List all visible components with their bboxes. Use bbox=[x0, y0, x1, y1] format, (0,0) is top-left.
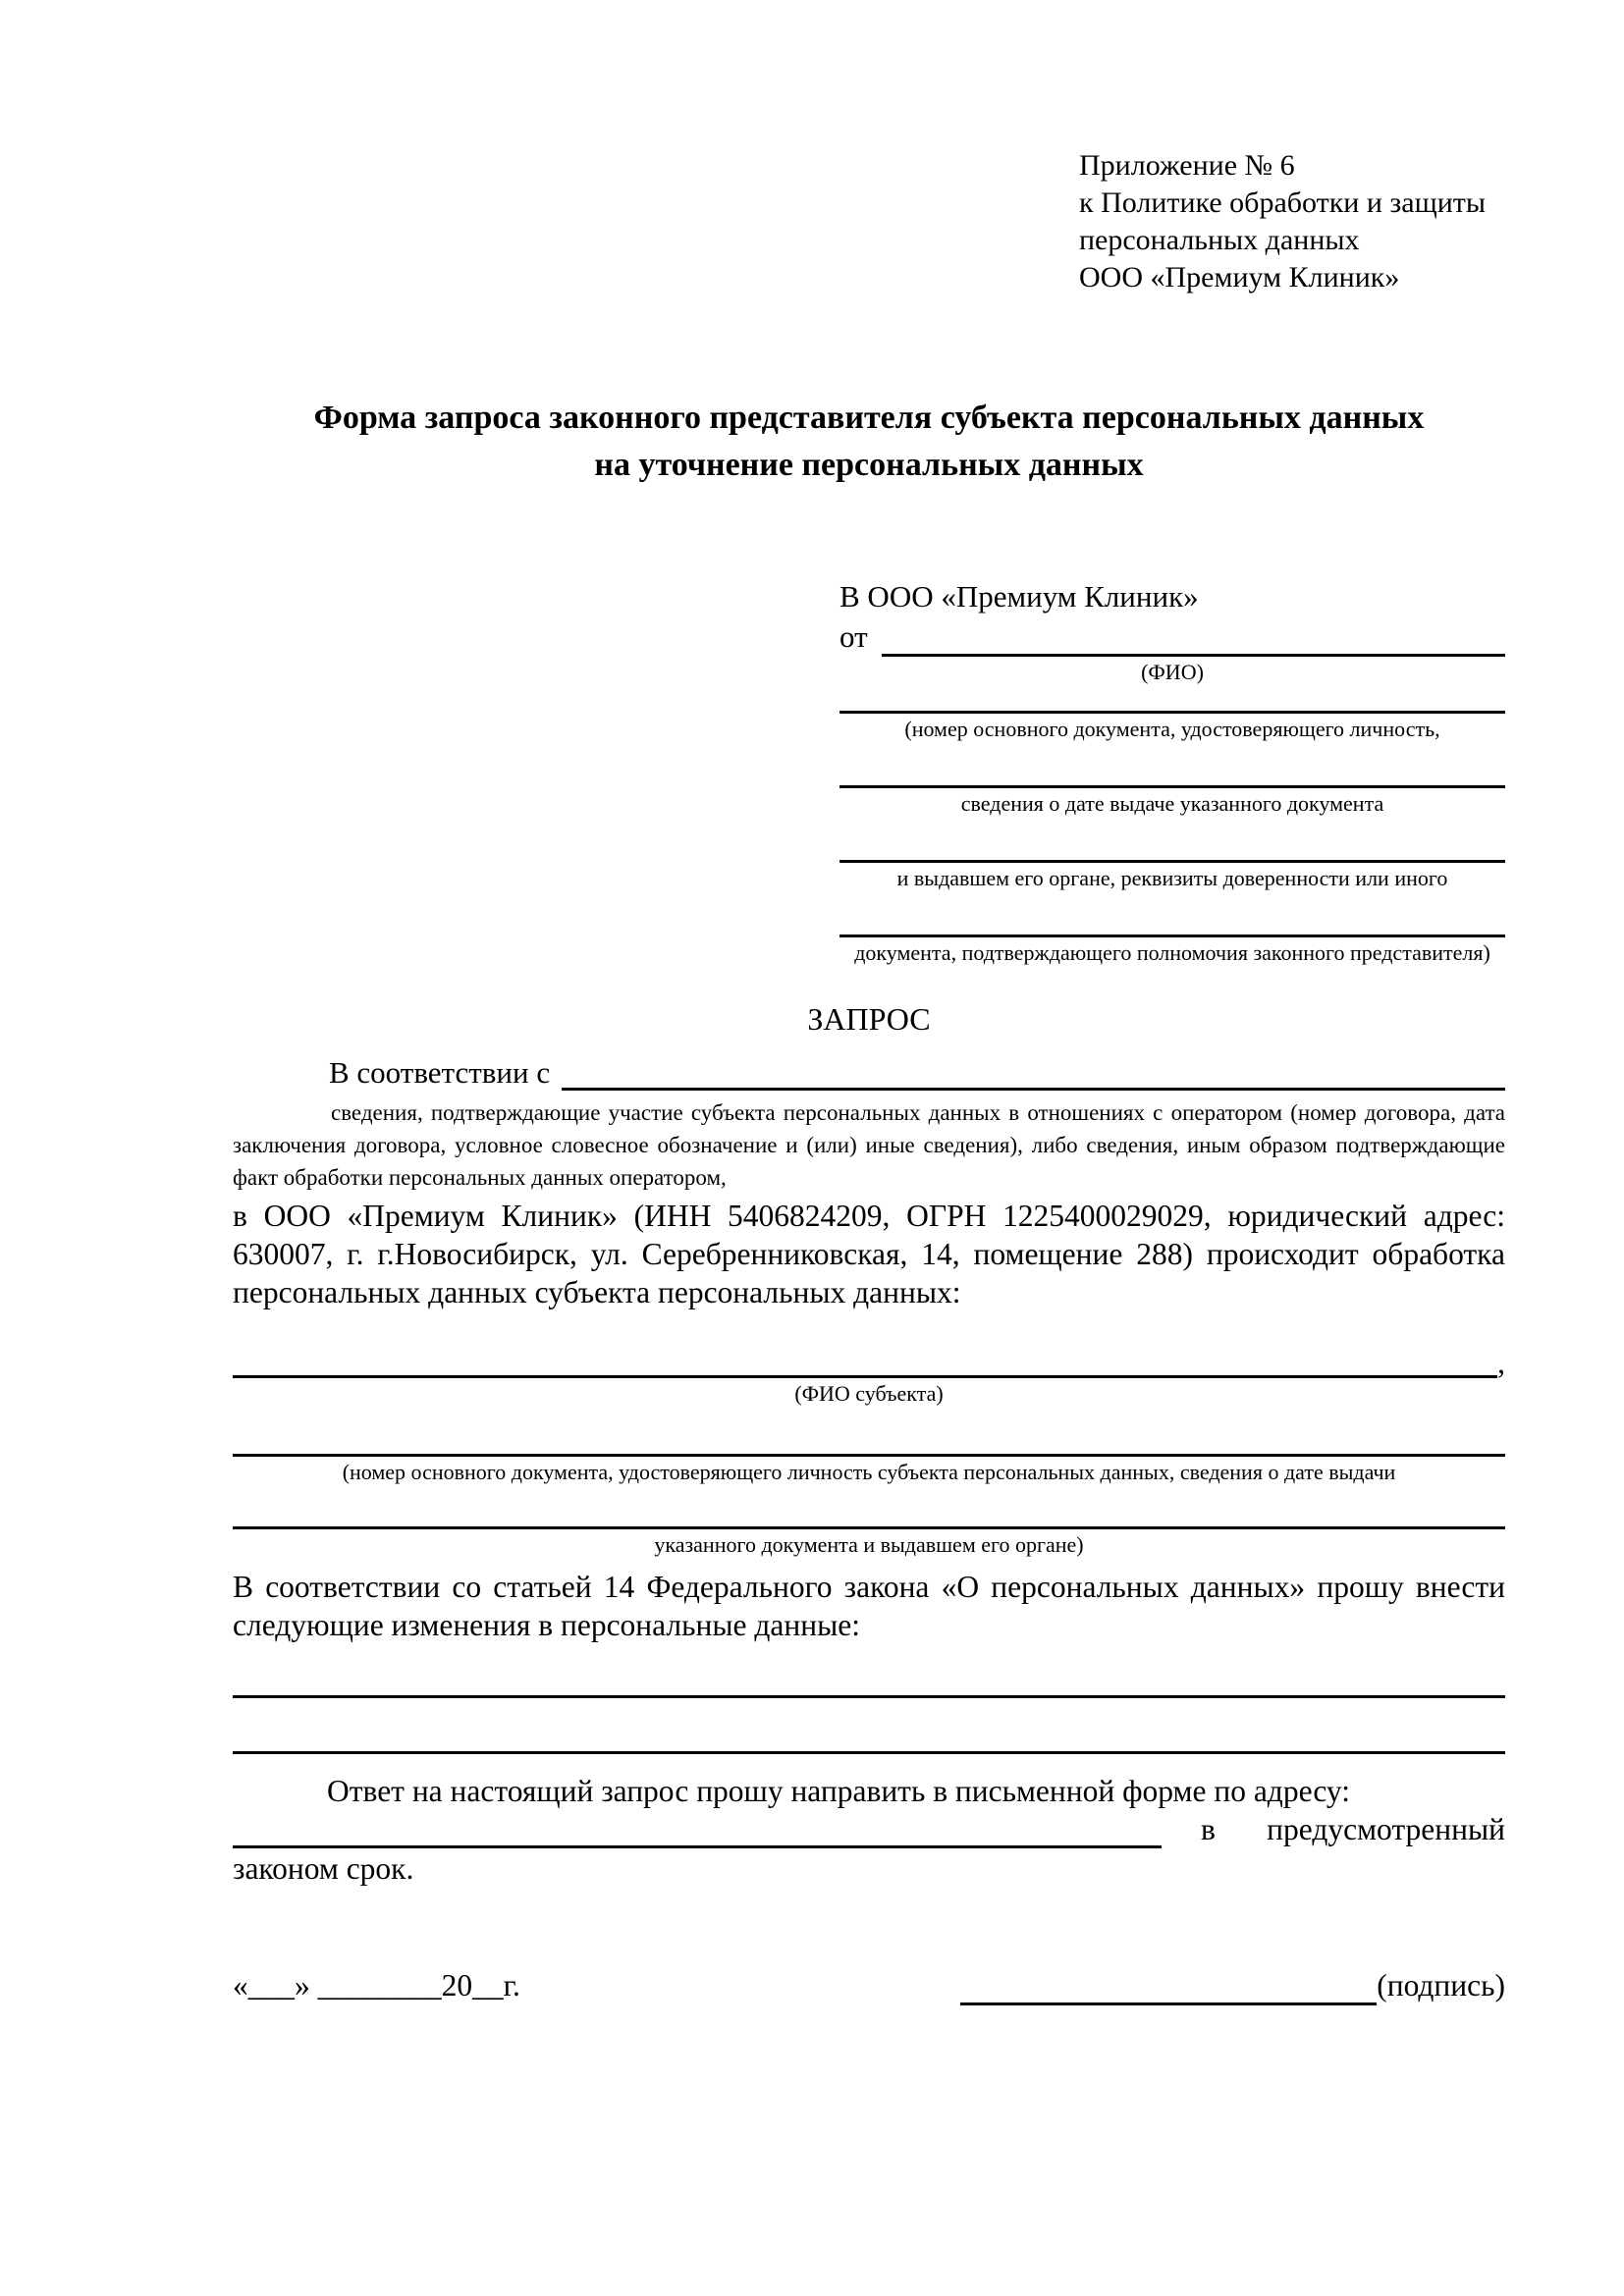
subject-fio-caption: (ФИО субъекта) bbox=[794, 1381, 944, 1406]
document-title-line2: на уточнение персональных данных bbox=[594, 447, 1144, 483]
answer-right-words bbox=[1201, 1810, 1505, 1848]
blank-caption: документа, подтверждающего полномочия законного представителя) bbox=[854, 940, 1490, 965]
appendix-line: ООО «Премиум Клиник» bbox=[1079, 261, 1400, 294]
blank-line-subject-document2 bbox=[233, 1485, 1505, 1529]
document-title-line1: Форма запроса законного представителя субъекта персональных данных bbox=[313, 400, 1425, 436]
blank-pair bbox=[839, 742, 1505, 817]
blank-line-changes1 bbox=[233, 1644, 1505, 1698]
intro-fineprint: сведения, подтверждающие участие субъекта персональных данных в отношениях с оператором (номер договора, дата заключения договора, условное словесное обозначение и (или) иные сведения), либо сведения, иным образом подтверждающие факт обработки персональных данных оператором, bbox=[233, 1100, 1505, 1190]
appendix-note bbox=[1079, 0, 1505, 296]
blank-caption: (номер основного документа, удостоверяющего личность, bbox=[904, 717, 1440, 741]
subject-doc-caption2: указанного документа и выдавшем его органе) bbox=[654, 1532, 1084, 1557]
addressee-to: В ООО «Премиум Клиник» bbox=[839, 579, 1199, 614]
blank-caption: сведения о дате выдаче указанного документа bbox=[960, 791, 1384, 816]
appendix-line: персональных данных bbox=[1079, 224, 1360, 256]
addressee-block bbox=[839, 577, 1505, 966]
blank-line-basis bbox=[562, 1050, 1505, 1091]
blank-line-signature bbox=[960, 1967, 1377, 2005]
blank-line-answer-address bbox=[233, 1810, 1162, 1848]
blank-pair bbox=[839, 685, 1505, 742]
blank-caption: и выдавшем его органе, реквизиты доверенности или иного bbox=[896, 866, 1448, 890]
blank-pair bbox=[839, 891, 1505, 966]
signature-caption: (подпись) bbox=[1377, 1968, 1505, 2002]
from-row bbox=[839, 616, 1505, 657]
law-paragraph: В соответствии со статьей 14 Федерального закона «О персональных данных» прошу внести следующие изменения в персональные данные: bbox=[233, 1570, 1505, 1642]
answer-paragraph-last: законом срок. bbox=[233, 1851, 414, 1886]
subject-doc-caption1: (номер основного документа, удостоверяющего личность субъекта персональных данных, сведения о дате выдачи bbox=[342, 1460, 1396, 1484]
blank-line-document-number bbox=[839, 685, 1505, 714]
request-heading: ЗАПРОС bbox=[807, 1001, 931, 1037]
subject-fio-row bbox=[233, 1338, 1505, 1378]
answer-word-right: предусмотренный bbox=[1267, 1812, 1505, 1846]
blank-line-representative-fio bbox=[882, 616, 1505, 657]
operator-paragraph: в ООО «Премиум Клиник» (ИНН 5406824209, ОГРН 1225400029029, юридический адрес: 630007, г. г.Новосибирск, ул. Серебренниковская, 14, помещение 288) происходит обработка персональных данных субъекта персональных данных: bbox=[233, 1199, 1505, 1309]
signature-group bbox=[960, 1966, 1505, 2005]
blank-line-issuing-authority bbox=[839, 817, 1505, 863]
subject-fio-comma: , bbox=[1497, 1346, 1505, 1380]
from-label: от bbox=[839, 619, 868, 654]
appendix-line: к Политике обработки и защиты bbox=[1079, 187, 1487, 219]
document-title bbox=[233, 395, 1505, 489]
blank-line-document-issue-date bbox=[839, 742, 1505, 788]
blank-line-subject-fio bbox=[233, 1338, 1497, 1378]
fio-caption: (ФИО) bbox=[1141, 660, 1204, 684]
answer-paragraph-line1: Ответ на настоящий запрос прошу направить в письменной форме по адресу: bbox=[327, 1774, 1350, 1808]
appendix-line: Приложение № 6 bbox=[1079, 149, 1295, 182]
answer-word-v: в bbox=[1201, 1812, 1216, 1846]
blank-pair bbox=[839, 817, 1505, 891]
intro-row bbox=[233, 1050, 1505, 1091]
footer-row bbox=[233, 1966, 1505, 2005]
blank-line-subject-document bbox=[233, 1407, 1505, 1457]
date-blank: «___» ________20__г. bbox=[233, 1968, 520, 2002]
blank-line-authority-document bbox=[839, 891, 1505, 937]
intro-label: В соответствии с bbox=[329, 1055, 551, 1090]
answer-address-row bbox=[233, 1810, 1505, 1848]
blank-line-changes2 bbox=[233, 1698, 1505, 1754]
